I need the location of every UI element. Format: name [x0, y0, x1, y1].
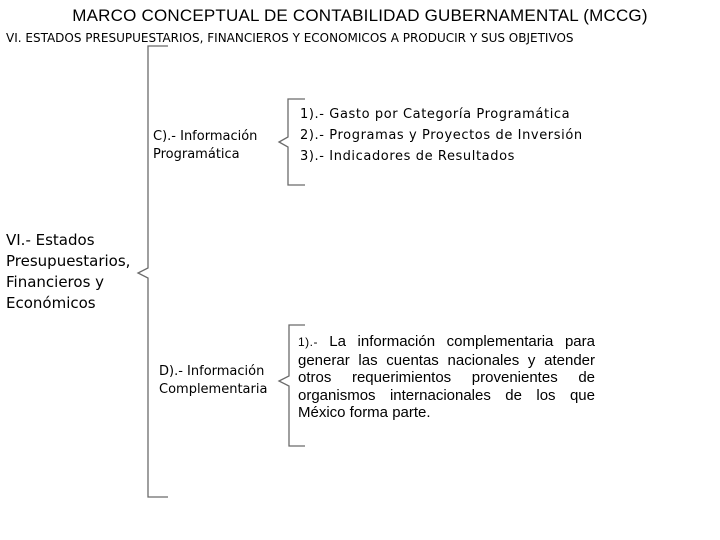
node-d-item-text: La información complementaria para generar las cuentas nacionales y atender otros requerimientos provenientes de organismos internacionales de los que México forma parte. [298, 333, 595, 421]
node-c-items [300, 104, 583, 167]
node-d-item-number: 1).- [298, 335, 330, 349]
node-c-item: 1).- Gasto por Categoría Programática [300, 107, 571, 122]
page-title: MARCO CONCEPTUAL DE CONTABILIDAD GUBERNAMENTAL (MCCG) [72, 6, 648, 25]
node-d-label: D).- Información Complementaria [159, 364, 268, 397]
node-c-label: C).- Información Programática [153, 129, 258, 162]
node-d-description [298, 333, 595, 422]
root-node-label: VI.- Estados Presupuestarios, Financieros y Económicos [6, 231, 131, 312]
node-c-item: 3).- Indicadores de Resultados [300, 149, 516, 164]
node-c-item: 2).- Programas y Proyectos de Inversión [300, 128, 583, 143]
page-subtitle: VI. ESTADOS PRESUPUESTARIOS, FINANCIEROS Y ECONOMICOS A PRODUCIR Y SUS OBJETIVOS [6, 31, 574, 45]
